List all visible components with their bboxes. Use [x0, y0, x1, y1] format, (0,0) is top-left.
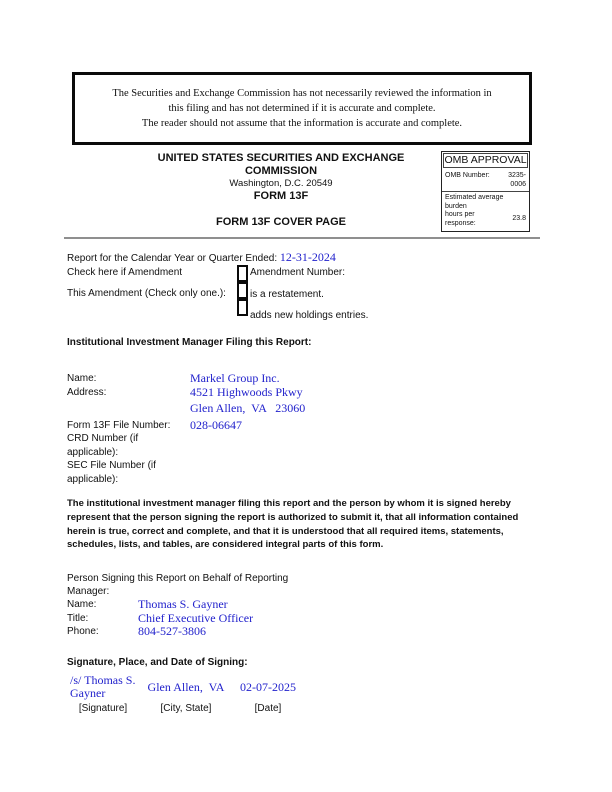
amendment-checkbox[interactable]	[237, 265, 248, 282]
attestation-paragraph: The institutional investment manager filing this report and the person by whom it is signed hereby represent that the person signing the report is authorized to submit it, that all information contained herein is true, correct and complete, and that it is understood that all required items, statements, schedules, lists, and tables, are considered integral parts of this form.	[67, 498, 519, 551]
restatement-label: is a restatement.	[250, 289, 324, 300]
signature-caption: [Signature]	[78, 703, 128, 714]
signer-name-label: Name:	[67, 599, 97, 610]
file-number-label: Form 13F File Number:	[67, 419, 171, 431]
report-period-label: Report for the Calendar Year or Quarter Ended:	[67, 253, 280, 264]
sec-file-number-value	[190, 459, 420, 486]
manager-info-table	[67, 372, 420, 486]
omb-number-value: 3235-0006	[508, 172, 526, 188]
signer-phone-value: 804-527-3806	[138, 624, 206, 638]
sec-file-number-label: SEC File Number (if applicable):	[67, 460, 156, 485]
amendment-number-label: Amendment Number:	[250, 267, 346, 278]
restatement-checkbox[interactable]	[237, 282, 248, 299]
manager-name-label: Name:	[67, 373, 97, 384]
signer-info-table	[67, 598, 368, 639]
disclaimer-line-3: The reader should not assume that the information is accurate and complete.	[141, 118, 463, 129]
signer-title-label: Title:	[67, 612, 89, 624]
manager-city-value: Glen Allen, VA 23060	[190, 401, 306, 415]
signer-name-value: Thomas S. Gayner	[138, 597, 228, 611]
signer-section-heading: Person Signing this Report on Behalf of Reporting Manager:	[67, 573, 289, 597]
signature-section-heading: Signature, Place, and Date of Signing:	[67, 657, 248, 668]
city-state-value: Glen Allen, VA	[147, 680, 225, 694]
adds-holdings-label: adds new holdings entries.	[250, 310, 369, 321]
omb-burden-line2: hours per response:	[445, 211, 476, 227]
manager-address-label: Address:	[67, 386, 107, 398]
report-period-value: 12-31-2024	[279, 250, 336, 264]
agency-address: Washington, D.C. 20549	[229, 178, 333, 189]
agency-title: UNITED STATES SECURITIES AND EXCHANGE COMMISSION	[157, 152, 405, 177]
manager-city-label	[67, 402, 190, 416]
date-value: 02-07-2025	[240, 680, 296, 694]
crd-number-label: CRD Number (if applicable):	[67, 433, 139, 458]
report-period-line	[67, 251, 336, 265]
section-divider	[64, 237, 540, 239]
omb-burden-value: 23.8	[512, 215, 526, 223]
signer-title-value: Chief Executive Officer	[138, 610, 254, 625]
check-amendment-label: Check here if Amendment	[67, 267, 183, 278]
form-title: FORM 13F	[253, 190, 309, 202]
this-amendment-label: This Amendment (Check only one.):	[67, 288, 226, 299]
disclaimer-line-2: this filing and has not determined if it is accurate and complete.	[168, 103, 436, 114]
omb-number-label: OMB Number:	[445, 172, 490, 179]
signature-column	[70, 673, 139, 714]
cover-page-title: FORM 13F COVER PAGE	[216, 216, 346, 228]
city-state-column	[138, 674, 234, 714]
date-caption: [Date]	[254, 703, 282, 714]
signature-value: /s/ Thomas S. Gayner	[70, 673, 139, 700]
omb-approval-title: OMB APPROVAL	[444, 154, 527, 166]
omb-approval-box	[441, 151, 530, 232]
new-holdings-checkbox[interactable]	[237, 299, 248, 316]
signer-phone-label: Phone:	[67, 626, 99, 637]
manager-address-value: 4521 Highwoods Pkwy	[190, 384, 303, 399]
sec-disclaimer-box	[72, 72, 532, 145]
file-number-value: 028-06647	[190, 417, 242, 432]
manager-section-heading: Institutional Investment Manager Filing this Report:	[67, 337, 312, 348]
agency-header	[72, 152, 490, 203]
crd-number-value	[190, 432, 420, 459]
manager-name-value: Markel Group Inc.	[190, 371, 280, 385]
city-state-caption: [City, State]	[160, 703, 212, 714]
omb-number-row	[442, 169, 529, 192]
omb-burden-row	[442, 192, 529, 231]
date-column	[228, 674, 308, 714]
omb-burden-line1: Estimated average burden	[445, 194, 504, 210]
disclaimer-line-1: The Securities and Exchange Commission has not necessarily reviewed the information in	[112, 88, 492, 99]
